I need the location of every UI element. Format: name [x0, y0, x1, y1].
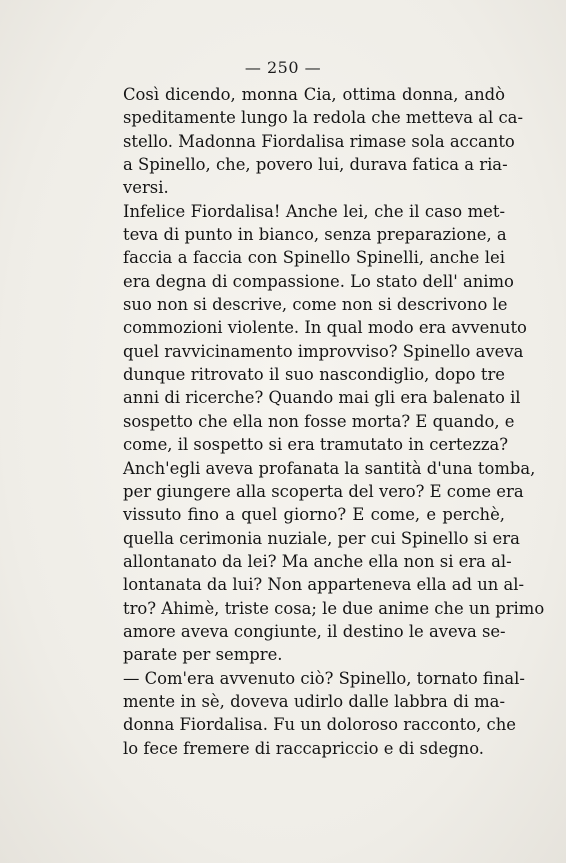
text-line: speditamente lungo la redola che metteva al ca- [123, 108, 523, 128]
text-line: — Com'era avvenuto ciò? Spinello, tornato final- [123, 668, 525, 688]
text-line: tro? Ahimè, triste cosa; le due anime che un primo [123, 598, 545, 618]
text-line: faccia a faccia con Spinello Spinelli, anche lei [123, 248, 505, 268]
text-line: teva di punto in bianco, senza preparazione, a [123, 225, 507, 245]
text-line: commozioni violente. In qual modo era avvenuto [123, 318, 527, 338]
text-line: parate per sempre. [123, 645, 283, 665]
text-line: suo non si descrive, come non si descrivono le [123, 295, 508, 315]
text-line: mente in sè, doveva udirlo dalle labbra di ma- [123, 691, 505, 711]
text-line: dunque ritrovato il suo nascondiglio, dopo tre [123, 365, 505, 385]
text-line: Infelice Fiordalisa! Anche lei, che il caso met- [123, 201, 505, 221]
text-line: versi. [123, 178, 169, 198]
text-line: quel ravvicinamento improvviso? Spinello aveva [123, 341, 524, 361]
text-line: era degna di compassione. Lo stato dell' animo [123, 271, 514, 291]
text-line: allontanato da lei? Ma anche ella non si era al- [123, 551, 512, 571]
text-line: anni di ricerche? Quando mai gli era balenato il [123, 388, 521, 408]
page-number: — 250 — [244, 58, 322, 77]
text-line: lo fece fremere di raccapriccio e di sdegno. [123, 738, 484, 758]
text-line: donna Fiordalisa. Fu un doloroso racconto, che [123, 715, 516, 735]
text-line: vissuto fino a quel giorno? E come, e perchè, [123, 505, 505, 525]
body-text [123, 83, 545, 760]
text-line: per giungere alla scoperta del vero? E come era [123, 481, 524, 501]
text-line: come, il sospetto si era tramutato in certezza? [123, 435, 509, 455]
text-line: stello. Madonna Fiordalisa rimase sola accanto [123, 131, 515, 151]
text-line: Anch'egli aveva profanata la santità d'una tomba, [123, 458, 536, 478]
text-line: amore aveva congiunte, il destino le aveva se- [123, 621, 506, 641]
text-line: lontanata da lui? Non apparteneva ella ad un al- [123, 575, 525, 595]
text-line: Così dicendo, monna Cia, ottima donna, andò [123, 85, 505, 104]
text-line: sospetto che ella non fosse morta? E quando, e [123, 411, 515, 431]
text-line: a Spinello, che, povero lui, durava fatica a ria- [123, 155, 508, 175]
text-line: quella cerimonia nuziale, per cui Spinello si era [123, 528, 520, 548]
